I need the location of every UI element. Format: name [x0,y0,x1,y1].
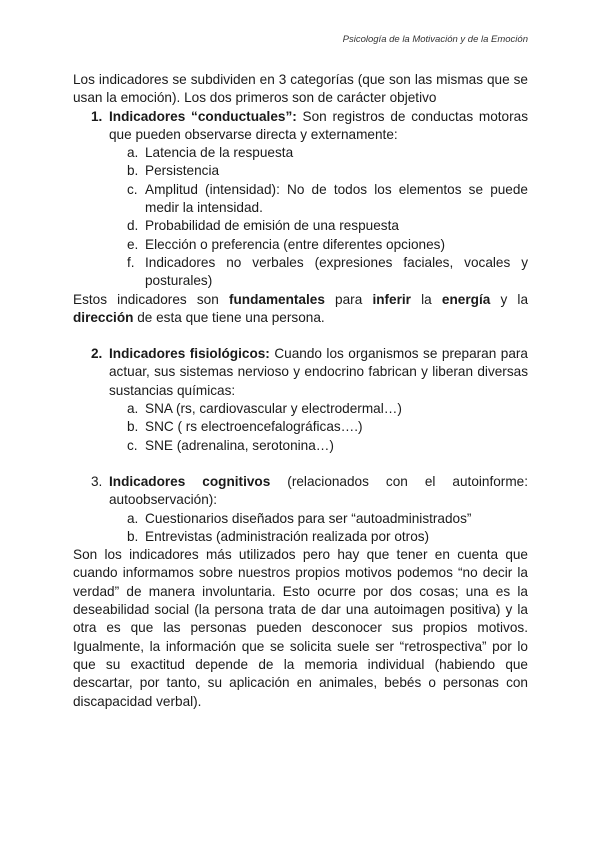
summary-paragraph [73,291,528,328]
section-text: Son registros de conductas motoras que pueden observarse directa y externamente: [109,108,529,142]
intro-paragraph: Los indicadores se subdividen en 3 categorías (que son las mismas que se usan la emoción). Los dos primeros son de carácter objetivo [73,72,528,106]
section-cognitivos [91,473,528,546]
summary-emphasis: dirección [73,309,134,325]
section-title: Indicadores fisiológicos: [109,346,270,362]
item-text: Latencia de la respuesta [145,145,294,161]
list-item [127,181,528,218]
item-letter: b. [127,163,139,179]
sub-list [109,510,528,547]
list-item [127,162,528,180]
section-number: 1. [91,108,103,124]
item-text: Amplitud (intensidad): No de todos los elementos se puede medir la intensidad. [145,181,528,216]
list-item [127,528,528,546]
item-letter: a. [127,145,139,161]
list-item [127,510,528,528]
section-conductuales [91,108,528,291]
sub-list [109,144,528,290]
list-item [127,217,528,235]
list-item [127,437,528,455]
item-text: Entrevistas (administración realizada por otros) [145,528,430,544]
item-letter: e. [127,236,139,252]
item-letter: c. [127,437,138,453]
list-item [127,236,528,254]
section-text: (relacionados con el autoinforme: autoobservación): [109,473,528,508]
item-letter: b. [127,528,139,544]
item-text: Cuestionarios diseñados para ser “autoadministrados” [145,510,472,526]
closing-paragraph: Son los indicadores más utilizados pero hay que tener en cuenta que cuando informamos sobre nuestros propios motivos podemos “no decir la verdad” de manera involuntaria. Esto ocurre por dos cosas; una es la deseabilidad social (la persona trata de dar una autoimagen positiva) y la otra es que las personas pueden desconocer sus propios motivos. Igualmente, la información que se solicita suele ser “retrospectiva” por lo que su exactitud depende de la memoria individual (habiendo que descartar, por tanto, su aplicación en animales, bebés o personas con discapacidad verbal). [73,547,528,709]
section-title: Indicadores “conductuales”: [109,108,297,124]
blank-line [73,455,528,473]
body-text [73,71,528,711]
summary-text: para [324,291,373,307]
item-letter: c. [127,181,138,197]
item-letter: a. [127,510,139,526]
summary-text: de esta que tiene una persona. [133,309,325,325]
list-item [127,144,528,162]
item-text: Elección o preferencia (entre diferentes opciones) [145,236,445,252]
item-text: Indicadores no verbales (expresiones faciales, vocales y posturales) [145,254,528,289]
section-paragraph [109,473,528,510]
list-item [127,254,528,291]
item-text: SNA (rs, cardiovascular y electrodermal…) [145,401,402,417]
item-letter: a. [127,401,139,417]
summary-text: Estos indicadores son [73,291,229,307]
list-item [127,418,528,436]
sub-list [109,400,528,455]
list-item [127,400,528,418]
summary-emphasis: inferir [372,291,411,307]
item-text: SNC ( rs electroencefalográficas….) [145,419,363,435]
item-text: Persistencia [145,163,220,179]
item-letter: d. [127,218,139,234]
blank-line [73,327,528,345]
item-letter: f. [127,254,135,270]
summary-emphasis: energía [441,291,491,307]
summary-emphasis: fundamentales [228,291,325,307]
section-title: Indicadores cognitivos [109,473,271,489]
item-text: SNE (adrenalina, serotonina…) [145,437,334,453]
section-paragraph [109,345,528,400]
section-text: Cuando los organismos se preparan para actuar, sus sistemas nervioso y endocrino fabrican y liberan diversas sustancias químicas: [109,346,528,398]
section-fisiologicos [91,345,528,455]
item-text: Probabilidad de emisión de una respuesta [145,218,399,234]
item-letter: b. [127,419,139,435]
section-number: 2. [91,346,103,362]
summary-text: y la [490,291,529,307]
section-paragraph [109,108,528,145]
section-number: 3. [91,473,103,489]
running-header: Psicología de la Motivación y de la Emoción [342,34,528,45]
summary-text: la [410,291,442,307]
